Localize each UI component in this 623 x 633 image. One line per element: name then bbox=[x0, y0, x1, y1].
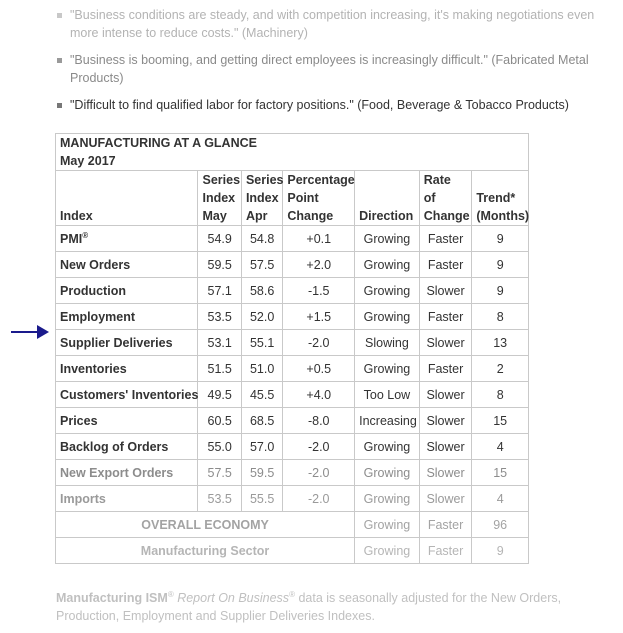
summary-row: Manufacturing Sector Growing Faster 9 bbox=[56, 538, 529, 564]
quote-item: "Business conditions are steady, and with competition increasing, it's making negotiations even more intense to reduce costs." (Machinery) bbox=[56, 6, 616, 42]
header-direction: Direction bbox=[355, 171, 420, 226]
table-row: Inventories 51.5 51.0 +0.5 Growing Faster 2 bbox=[56, 356, 529, 382]
header-series-may: Series Index May bbox=[198, 171, 241, 226]
manufacturing-at-a-glance-table bbox=[55, 133, 529, 564]
quote-item: "Business is booming, and getting direct employees is increasingly difficult." (Fabricated Metal Products) bbox=[56, 51, 616, 87]
summary-row: OVERALL ECONOMY Growing Faster 96 bbox=[56, 512, 529, 538]
arrow-right-icon bbox=[11, 323, 51, 341]
header-rate: Rate of Change bbox=[419, 171, 472, 226]
table-row: Imports 53.5 55.5 -2.0 Growing Slower 4 bbox=[56, 486, 529, 512]
table-caption bbox=[56, 134, 529, 171]
header-index: Index bbox=[56, 171, 198, 226]
table-row: New Orders 59.5 57.5 +2.0 Growing Faster 9 bbox=[56, 252, 529, 278]
header-row bbox=[56, 171, 529, 226]
table-row: Production 57.1 58.6 -1.5 Growing Slower 9 bbox=[56, 278, 529, 304]
table-row: Supplier Deliveries 53.1 55.1 -2.0 Slowing Slower 13 bbox=[56, 330, 529, 356]
table-subtitle: May 2017 bbox=[60, 154, 116, 168]
quote-item: "Difficult to find qualified labor for factory positions." (Food, Beverage & Tobacco Products) bbox=[56, 96, 616, 114]
table-row: Backlog of Orders 55.0 57.0 -2.0 Growing Slower 4 bbox=[56, 434, 529, 460]
table-row: PMI® 54.9 54.8 +0.1 Growing Faster 9 bbox=[56, 226, 529, 252]
header-series-apr: Series Index Apr bbox=[241, 171, 282, 226]
header-change: Percentage Point Change bbox=[283, 171, 355, 226]
footnote: Manufacturing ISM® Report On Business® data is seasonally adjusted for the New Orders, Production, Employment and Supplier Deliveries Indexes. bbox=[56, 590, 562, 624]
table-row: Customers' Inventories 49.5 45.5 +4.0 Too Low Slower 8 bbox=[56, 382, 529, 408]
table-title: MANUFACTURING AT A GLANCE bbox=[60, 136, 257, 150]
quote-list bbox=[56, 6, 616, 123]
table-row: New Export Orders 57.5 59.5 -2.0 Growing Slower 15 bbox=[56, 460, 529, 486]
table-row: Employment 53.5 52.0 +1.5 Growing Faster 8 bbox=[56, 304, 529, 330]
header-trend: Trend* (Months) bbox=[472, 171, 529, 226]
table-row: Prices 60.5 68.5 -8.0 Increasing Slower 15 bbox=[56, 408, 529, 434]
